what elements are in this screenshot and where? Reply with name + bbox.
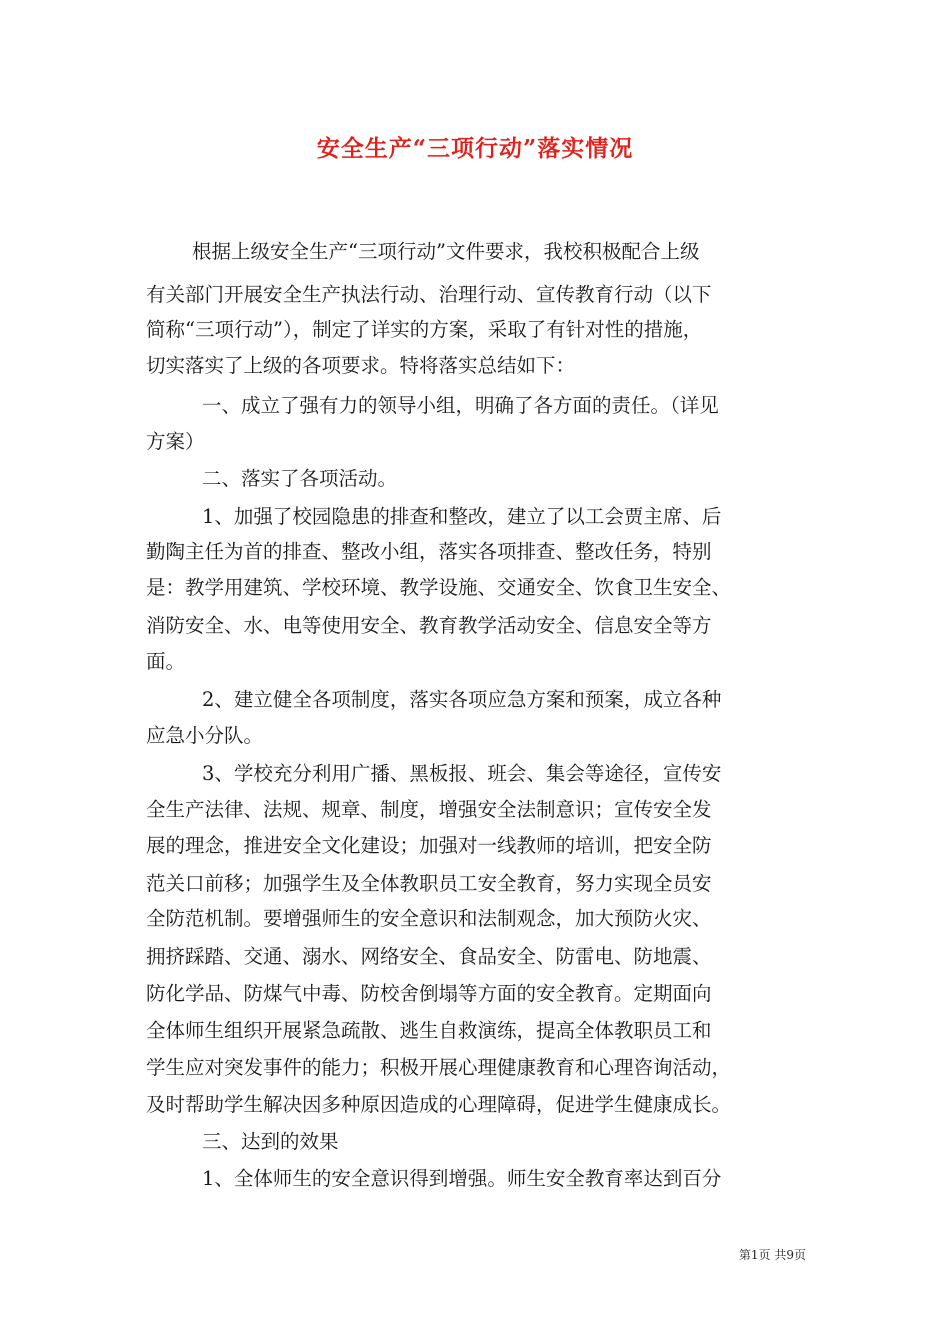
- text-line: 1、加强了校园隐患的排查和整改，建立了以工会贾主席、后: [202, 505, 722, 528]
- text-line: 面。: [146, 650, 186, 673]
- text-line: 学生应对突发事件的能力；积极开展心理健康教育和心理咨询活动，: [146, 1056, 732, 1079]
- text-line: 应急小分队。: [146, 724, 264, 747]
- text-line: 全体师生组织开展紧急疏散、逃生自救演练，提高全体教职员工和: [146, 1019, 712, 1042]
- text-line: 3、学校充分利用广播、黑板报、班会、集会等途径，宣传安: [202, 762, 722, 785]
- text-line: 全防范机制。要增强师生的安全意识和法制观念，加大预防火灾、: [146, 907, 712, 930]
- text-line: 展的理念，推进安全文化建设；加强对一线教师的培训，把安全防: [146, 834, 712, 857]
- text-line: 三、达到的效果: [202, 1130, 339, 1153]
- text-line: 根据上级安全生产“三项行动”文件要求，我校积极配合上级: [192, 240, 700, 263]
- text-line: 简称“三项行动”），制定了详实的方案，采取了有针对性的措施，: [146, 318, 703, 341]
- text-line: 消防安全、水、电等使用安全、教育教学活动安全、信息安全等方: [146, 614, 712, 637]
- text-line: 全生产法律、法规、规章、制度，增强安全法制意识；宣传安全发: [146, 798, 712, 821]
- text-line: 2、建立健全各项制度，落实各项应急方案和预案，成立各种: [202, 688, 722, 711]
- text-line: 1、全体师生的安全意识得到增强。师生安全教育率达到百分: [202, 1167, 722, 1190]
- text-line: 勤陶主任为首的排查、整改小组，落实各项排查、整改任务，特别: [146, 540, 712, 563]
- text-line: 范关口前移；加强学生及全体教职员工安全教育，努力实现全员安: [146, 872, 712, 895]
- text-line: 切实落实了上级的各项要求。特将落实总结如下：: [146, 354, 576, 377]
- document-title: 安全生产“三项行动”落实情况: [316, 135, 634, 162]
- text-line: 方案）: [146, 430, 205, 453]
- text-line: 是：教学用建筑、学校环境、教学设施、交通安全、饮食卫生安全、: [146, 576, 732, 599]
- text-line: 一、成立了强有力的领导小组，明确了各方面的责任。（详见: [202, 394, 719, 417]
- text-line: 防化学品、防煤气中毒、防校舍倒塌等方面的安全教育。定期面向: [146, 982, 712, 1005]
- text-line: 二、落实了各项活动。: [202, 467, 398, 490]
- text-line: 有关部门开展安全生产执法行动、治理行动、宣传教育行动（以下: [146, 283, 712, 306]
- text-line: 及时帮助学生解决因多种原因造成的心理障碍，促进学生健康成长。: [146, 1093, 732, 1116]
- text-line: 拥挤踩踏、交通、溺水、网络安全、食品安全、防雷电、防地震、: [146, 945, 712, 968]
- page-number: 第1页 共9页: [738, 1248, 806, 1262]
